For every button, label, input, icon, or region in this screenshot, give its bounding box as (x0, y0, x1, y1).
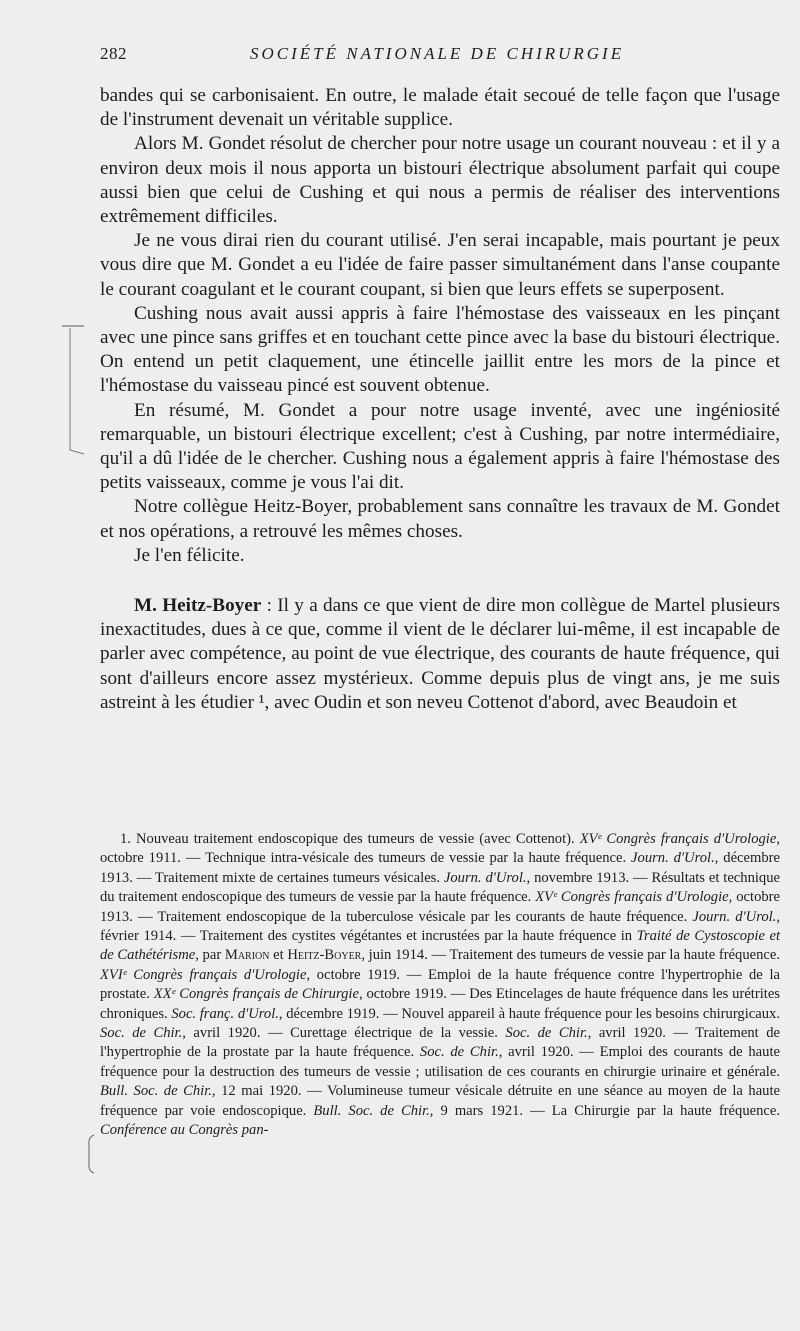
paragraph-7: Je l'en félicite. (134, 544, 245, 566)
fn-citation: Bull. Soc. de Chir. (313, 1102, 430, 1119)
paragraph-6: Notre collègue Heitz-Boyer, probablement sans connaître les travaux de M. Gondet et nos opérations, a retrouvé les mêmes choses. (100, 496, 780, 542)
speaker-text: : Il y a dans ce que vient de dire mon collègue de Martel plusieurs inexactitudes, dues à ce que, comme il vient de le déclarer lui-même, il est incapable de parler avec compétence, au point de vue électrique, des courants de haute fréquence, qui sont d'ailleurs encore assez mystérieux. Comme depuis plus de vingt ans, je me suis astreint à les étudier ¹, avec Oudin et son neveu Cottenot d'abord, avec Beaudoin et (100, 595, 780, 713)
fn-citation: Soc. de Chir. (419, 1044, 499, 1061)
fn-author: Marion (224, 947, 270, 964)
paragraph-5: En résumé, M. Gondet a pour notre usage inventé, avec une ingéniosité remarquable, un bistouri électrique excellent; c'est à Cushing, par notre intermédiaire, qu'il a dû l'idée de le chercher. Cushing nous a également appris à faire l'hémostase des petits vaisseaux, comme je vous l'ai dit. (100, 399, 780, 494)
fn-text: , décembre 1919. — Nouvel appareil à haute fréquence pour les besoins chirurgicaux. (278, 1005, 780, 1022)
footnote-1 (100, 830, 780, 1141)
margin-bracket-mark (62, 322, 86, 456)
page-number: 282 (100, 44, 127, 63)
fn-citation: XVIᵉ Congrès français d'Urologie (100, 966, 307, 983)
fn-citation: Journ. d'Urol. (692, 908, 777, 925)
fn-text: , 12 mai 1920. — Volumineuse tumeur vésicale détruite en une séance au moyen de la haute fréquence par voie endoscopique. (100, 1083, 781, 1119)
fn-citation: Traité de Cystoscopie et de Cathétérisme (100, 928, 781, 964)
fn-text: , par (195, 947, 225, 964)
fn-text: , 9 mars 1921. — La Chirurgie par la haute fréquence. (429, 1102, 780, 1119)
fn-citation: Soc. de Chir. (100, 1025, 183, 1042)
fn-citation: XVᵉ Congrès français d'Urologie (579, 831, 777, 847)
fn-citation: Soc. de Chir. (505, 1025, 588, 1042)
paragraph-2: Alors M. Gondet résolut de chercher pour notre usage un courant nouveau : et il y a environ deux mois il nous apporta un bistouri électrique absolument parfait qui coupe aussi bien que celui de Cushing et qui nous a permis de réaliser des interventions extrêmement difficiles. (100, 133, 780, 228)
footnotes (100, 830, 780, 1141)
fn-text: et (269, 947, 288, 964)
fn-citation: Journ. d'Urol. (631, 850, 715, 867)
fn-author: Heitz-Boyer (287, 947, 362, 964)
fn-citation: Journ. d'Urol. (443, 869, 527, 886)
fn-text: 1. Nouveau traitement endoscopique des tumeurs de vessie (avec Cottenot). (120, 831, 580, 847)
fn-text: , avril 1920. — Traitement de l'hypertrophie de la prostate par la haute fréquence. (100, 1025, 780, 1061)
fn-text: , décembre 1913. — Traitement mixte de certaines tumeurs vésicales. (100, 850, 780, 886)
fn-text: , février 1914. — Traitement des cystites végétantes et incrustées par la haute fréquence in (100, 908, 780, 945)
fn-citation: XXᵉ Congrès français de Chirurgie (153, 986, 359, 1003)
fn-citation: Bull. Soc. de Chir. (100, 1083, 212, 1100)
paragraph-1: bandes qui se carbonisaient. En outre, le malade était secoué de telle façon que l'usage de l'instrument devenait un véritable supplice. (100, 85, 780, 131)
paragraph-heitz-boyer (100, 594, 780, 715)
fn-text: , octobre 1913. — Traitement endoscopique de la tuberculose vésicale par les courants de haute fréquence. (100, 889, 780, 925)
fn-citation: XVᵉ Congrès français d'Urologie (535, 889, 729, 906)
fn-text: , octobre 1911. — Technique intra-vésicale des tumeurs de vessie par la haute fréquence. (100, 831, 780, 867)
speaker-name: M. Heitz-Boyer (134, 595, 262, 617)
fn-text: , novembre 1913. — Résultats et technique du traitement endoscopique des tumeurs de vessie par la haute fréquence. (100, 869, 780, 906)
fn-citation: Conférence au Congrès pan- (100, 1122, 269, 1139)
fn-citation: Soc. franç. d'Urol. (171, 1005, 279, 1022)
body-text (100, 84, 780, 715)
fn-text: , avril 1920. — Curettage électrique de la vessie. (182, 1025, 506, 1042)
margin-brace-mark (86, 1133, 96, 1175)
paragraph-3: Je ne vous dirai rien du courant utilisé. J'en serai incapable, mais pourtant je peux vous dire que M. Gondet a eu l'idée de faire passer simultanément dans l'anse coupante le courant coagulant et le courant coupant, si bien que leurs effets se superposent. (100, 230, 780, 300)
fn-text: , octobre 1919. — Des Etincelages de haute fréquence dans les urétrites chroniques. (100, 986, 780, 1022)
fn-text: , juin 1914. — Traitement des tumeurs de vessie par la haute fréquence. (361, 947, 781, 964)
fn-text: , octobre 1919. — Emploi de la haute fréquence contre l'hypertrophie de la prostate. (100, 966, 780, 1003)
paragraph-4: Cushing nous avait aussi appris à faire l'hémostase des vaisseaux en les pinçant avec une pince sans griffes et en touchant cette pince avec la base du bistouri électrique. On entend un petit claquement, une étincelle jaillit entre les mors de la pince et l'hémostase du vaisseau pincé est souvent obtenue. (100, 302, 780, 397)
fn-text: , avril 1920. — Emploi des courants de haute fréquence pour la destruction des tumeurs de vessie ; utilisation de ces courants en chirurgie urinaire et générale. (100, 1044, 780, 1080)
page-header (100, 44, 780, 68)
running-title: SOCIÉTÉ NATIONALE DE CHIRURGIE (250, 44, 625, 63)
